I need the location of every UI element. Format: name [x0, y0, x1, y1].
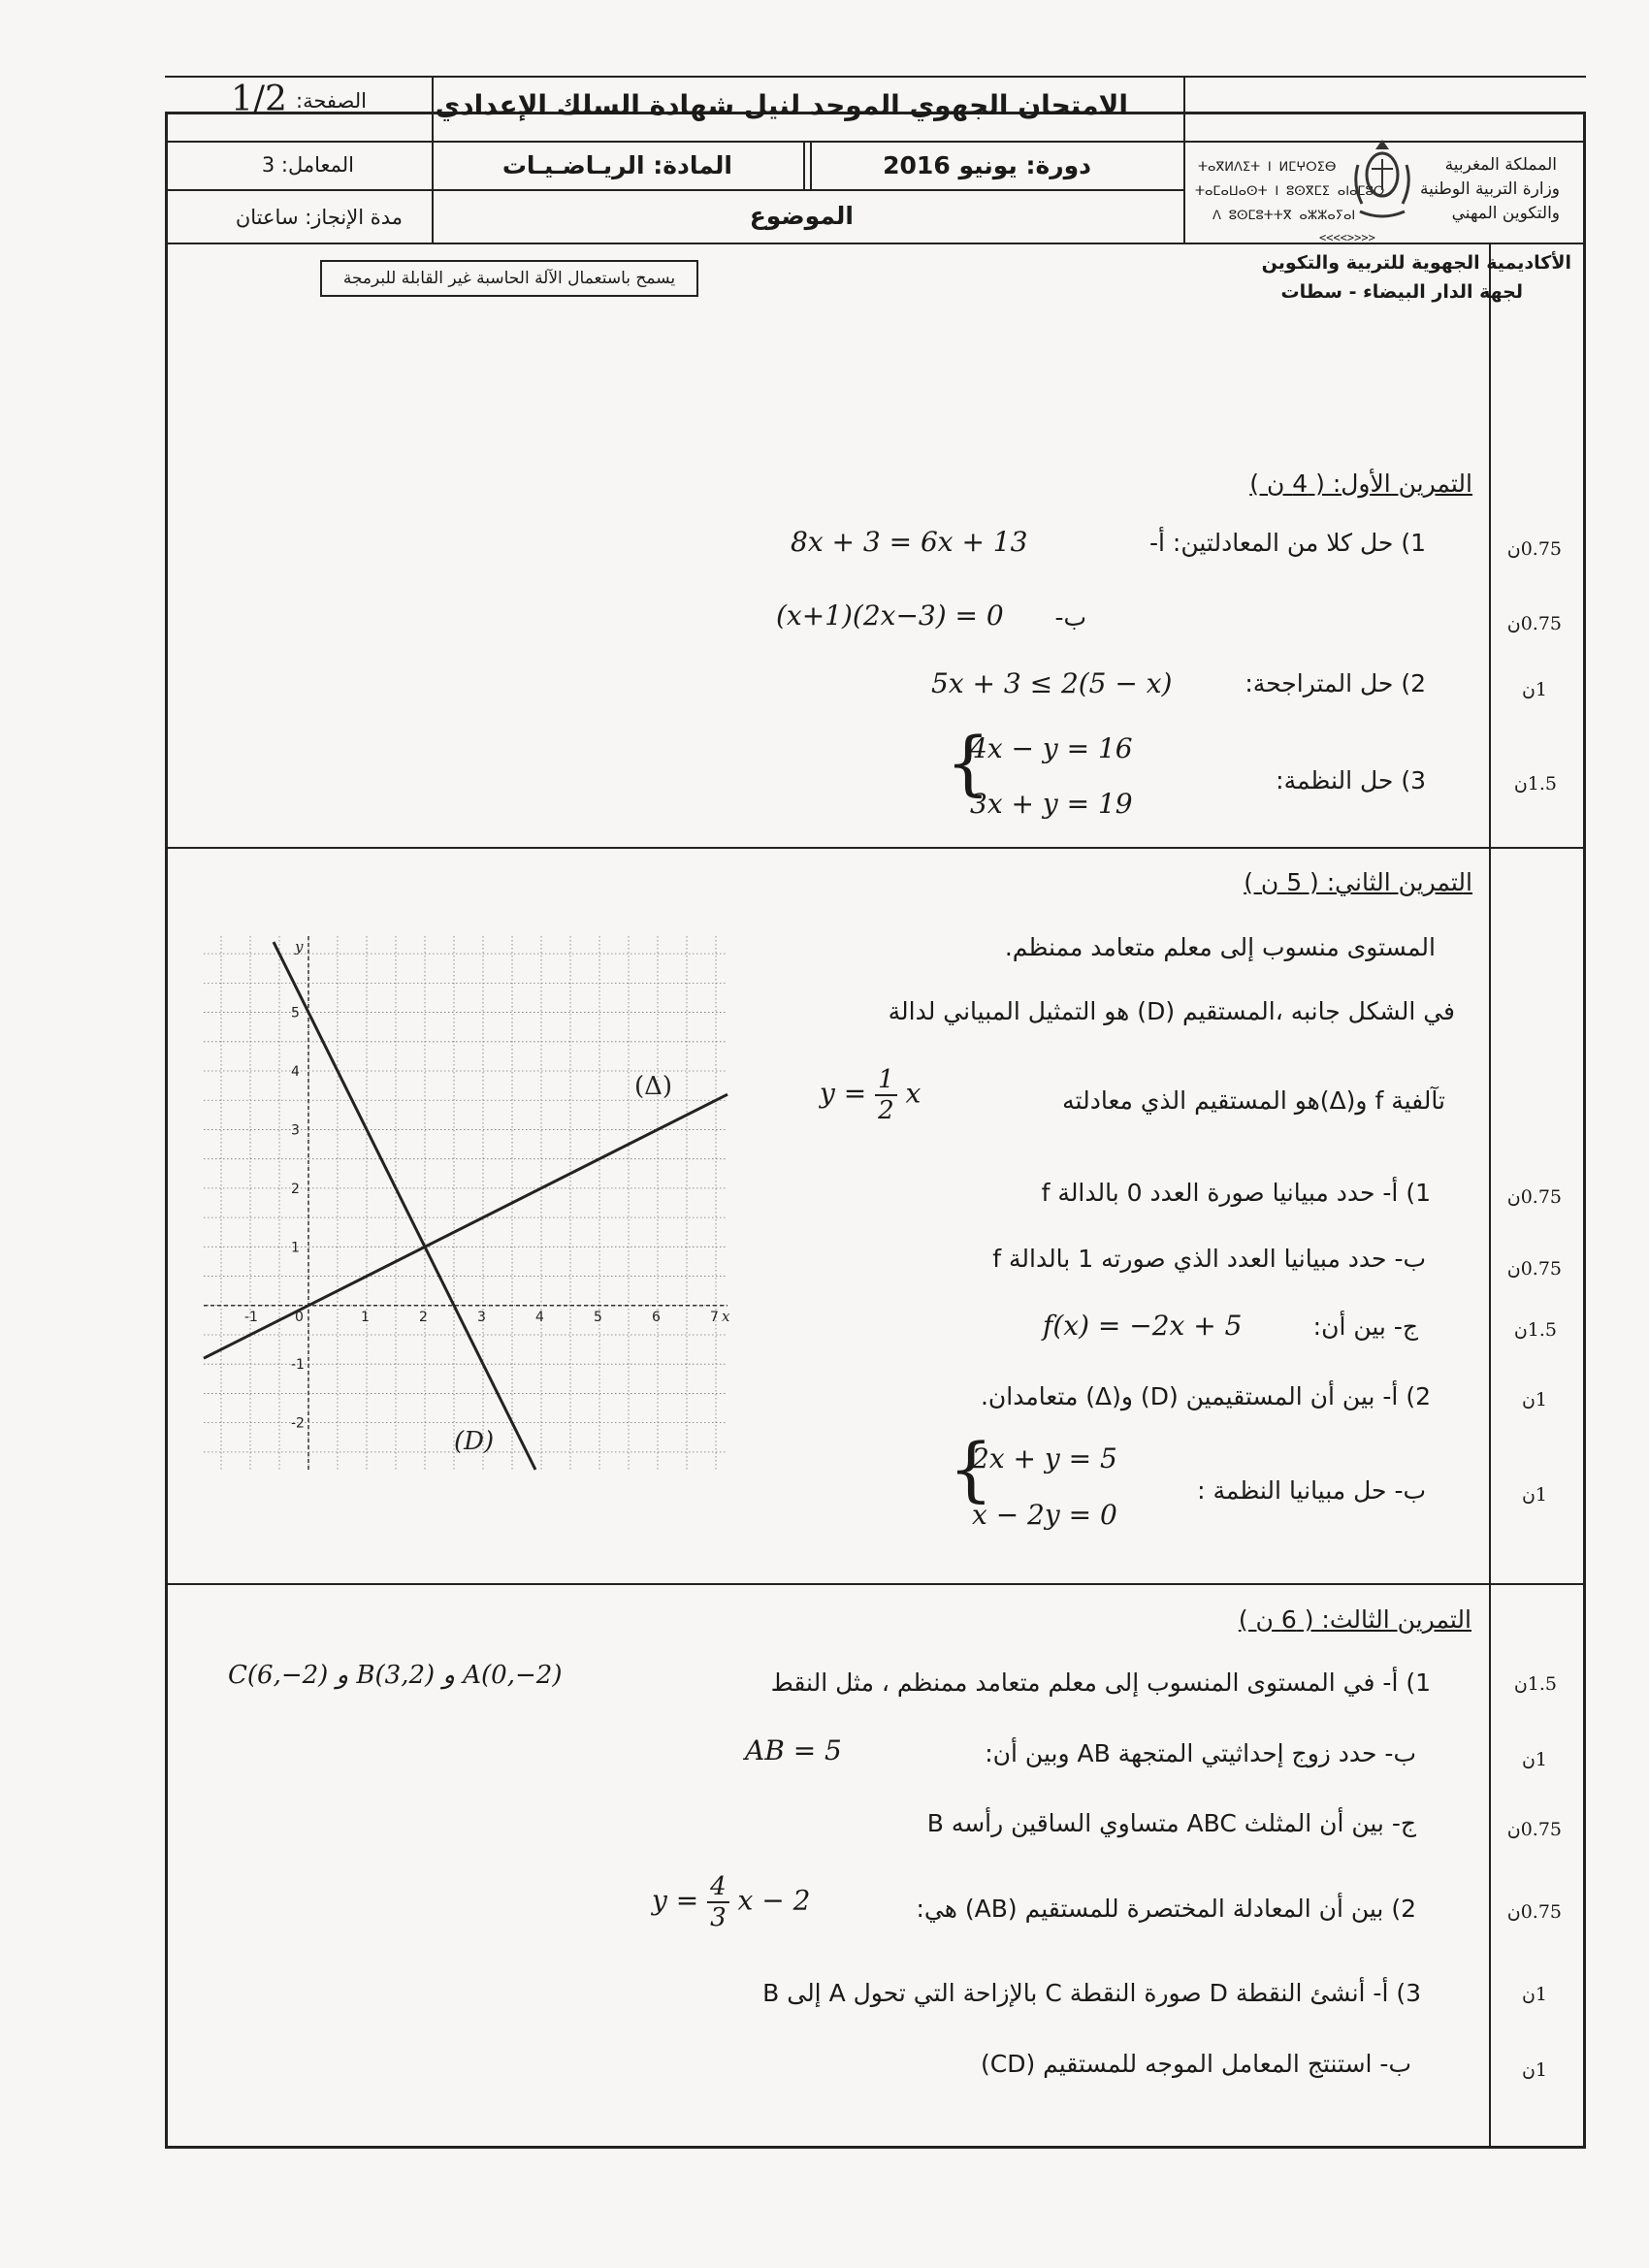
ex3-q1b-math: AB = 5: [745, 1734, 842, 1766]
page-number: 1/2: [231, 80, 287, 119]
ex3-q3a: 3) أ- أنشئ النقطة D صورة النقطة C بالإزاحة التي تحول A إلى B: [762, 1979, 1421, 2007]
ex3-pts-5: 1ن: [1521, 1984, 1547, 2005]
ex2-pts-3: 1.5ن: [1513, 1319, 1557, 1341]
ex2-frac-num: 1: [875, 1065, 897, 1096]
ex1-pts-4: 1.5ن: [1513, 773, 1557, 794]
ex1-q1a-text: 1) حل كلا من المعادلتين: أ-: [1149, 529, 1426, 557]
header-vline-right: [1183, 76, 1185, 243]
page-label: الصفحة:: [296, 89, 367, 113]
x-tick-label: 2: [419, 1309, 428, 1325]
ex2-line3-right: x: [905, 1077, 922, 1110]
ex1-pts-2: 0.75ن: [1506, 613, 1562, 634]
y-tick-label: 2: [291, 1181, 300, 1197]
ex2-q2b-eq1: 2x + y = 5: [972, 1442, 1117, 1474]
session: دورة: يونيو 2016: [883, 151, 1091, 179]
ex2-title: التمرين الثاني: ( 5 ن ): [1244, 868, 1472, 896]
x-tick-label: 1: [361, 1309, 370, 1325]
ex1-q2-math: 5x + 3 ≤ 2(5 − x): [931, 667, 1173, 699]
y-tick-label: -1: [291, 1357, 305, 1374]
x-tick-label: 6: [652, 1309, 661, 1325]
ex2-pts-4: 1ن: [1521, 1389, 1547, 1410]
ex2-system-brace: {: [949, 1428, 993, 1509]
ex2-q1b: ب- حدد مبيانيا العدد الذي صورته 1 بالدالة f: [992, 1245, 1426, 1273]
ex2-fraction: [875, 1065, 897, 1125]
separator-ex2-ex3: [165, 1583, 1586, 1585]
line-d: [274, 942, 535, 1470]
ex3-title: التمرين الثالث: ( 6 ن ): [1238, 1605, 1471, 1634]
academy-line-1: الأكاديمية الجهوية للتربية والتكوين: [1261, 252, 1571, 274]
subject: المادة: الريـاضـيـات: [501, 151, 732, 179]
ex3-q1c: ج- بين أن المثلث ABC متساوي الساقين رأسه B: [926, 1809, 1416, 1837]
y-axis-label: y: [295, 938, 304, 956]
coefficient: المعامل: 3: [261, 153, 354, 177]
kingdom-name: المملكة المغربية: [1444, 155, 1557, 175]
ex2-frac-den: 2: [878, 1096, 894, 1125]
y-tick-label: 1: [291, 1240, 300, 1256]
label-delta: (Δ): [634, 1072, 673, 1102]
y-tick-label: -2: [291, 1415, 305, 1432]
ex1-q3-eq2: 3x + y = 19: [970, 788, 1133, 820]
ex3-q2-right: x − 2: [737, 1884, 811, 1917]
x-tick-label: 3: [477, 1309, 486, 1325]
ex3-pts-2: 1ن: [1521, 1749, 1547, 1770]
ministry-line-2: والتكوين المهني: [1451, 204, 1560, 223]
ex3-frac-den: 3: [710, 1903, 727, 1932]
y-tick-label: 4: [291, 1064, 300, 1081]
coat-of-arms-icon: [1348, 136, 1416, 223]
exam-title: الامتحان الجهوي الموحد لنيل شهادة السلك الإعدادي: [435, 89, 1128, 121]
ex2-pts-5: 1ن: [1521, 1484, 1547, 1506]
ex2-q1a: 1) أ- حدد مبيانيا صورة العدد 0 بالدالة f: [1041, 1179, 1431, 1207]
ex1-q3-eq1: 4x − y = 16: [970, 732, 1133, 764]
header-divider-2: [165, 189, 1183, 191]
ex2-pts-1: 0.75ن: [1506, 1186, 1562, 1208]
points-column-line: [1489, 243, 1491, 2147]
ex2-pts-2: 0.75ن: [1506, 1258, 1562, 1280]
x-tick-label: 4: [535, 1309, 544, 1325]
duration: مدة الإنجاز: ساعتان: [235, 206, 403, 229]
header-vline-mid-b: [810, 141, 812, 189]
ex3-pts-1: 1.5ن: [1513, 1673, 1557, 1695]
y-tick-label: 3: [291, 1122, 300, 1139]
topic: الموضوع: [749, 202, 854, 230]
ex3-q3b: ب- استنتج المعامل الموجه للمستقيم (CD): [980, 2050, 1411, 2078]
ex2-q2b-text: ب- حل مبيانيا النظمة :: [1197, 1476, 1426, 1505]
ex1-pts-3: 1ن: [1521, 679, 1547, 700]
ex3-pts-6: 1ن: [1521, 2059, 1547, 2081]
ex2-q2b-eq2: x − 2y = 0: [972, 1499, 1117, 1531]
ex2-q2a: 2) أ- بين أن المستقيمين (D) و(Δ) متعامدان.: [980, 1382, 1431, 1410]
ex3-q1a: 1) أ- في المستوى المنسوب إلى معلم متعامد ممنظم ، مثل النقط: [770, 1669, 1431, 1697]
origin-label: 0: [295, 1309, 304, 1325]
ex2-line3-text: تآلفية f و(Δ)هو المستقيم الذي معادلته: [1062, 1086, 1445, 1115]
x-tick-label: 5: [594, 1309, 602, 1325]
ex2-line3-left: y =: [820, 1077, 867, 1110]
ex1-system-brace: {: [946, 722, 990, 803]
ex3-pts-3: 0.75ن: [1506, 1819, 1562, 1840]
tifinagh-line-3: ⴷ ⵓⵙⵎⵓⵜⵜⴳ ⴰⵣⵣⴰⵢⴰⵏ: [1212, 209, 1356, 223]
ministry-line-1: وزارة التربية الوطنية: [1419, 179, 1560, 199]
ex3-q2-left: y =: [652, 1884, 699, 1917]
ex3-q1a-math: C(6,−2) و B(3,2) و A(0,−2): [228, 1661, 563, 1690]
x-tick-label: -1: [244, 1309, 258, 1325]
ex1-pts-1: 0.75ن: [1506, 538, 1562, 560]
tifinagh-line-2: ⵜⴰⵎⴰⵡⴰⵙⵜ ⵏ ⵓⵙⴳⵎⵉ ⴰⵏⴰⵎⵓⵔ: [1195, 184, 1385, 199]
ex2-q1c-math: f(x) = −2x + 5: [1043, 1310, 1243, 1342]
line-delta: [204, 1094, 728, 1358]
academy-line-2: لجهة الدار البيضاء - سطات: [1280, 281, 1523, 303]
ex1-q3-text: 3) حل النظمة:: [1276, 766, 1426, 794]
ornament-stars: <<<<>>>>: [1319, 231, 1375, 244]
separator-ex1-ex2: [165, 847, 1586, 849]
calculator-notice: يسمح باستعمال الآلة الحاسبة غير القابلة للبرمجة: [320, 260, 698, 297]
ex3-q1b-text: ب- حدد زوج إحداثيتي المتجهة AB وبين أن:: [985, 1739, 1416, 1767]
x-tick-label: 7: [710, 1309, 719, 1325]
ex3-frac-num: 4: [707, 1872, 729, 1903]
ex3-fraction: [707, 1872, 729, 1932]
header-vline-mid-a: [803, 141, 805, 189]
ex3-q2-math: [652, 1872, 810, 1932]
label-d: (D): [454, 1426, 495, 1456]
coordinate-graph: [204, 936, 728, 1470]
ex1-title: التمرين الأول: ( 4 ن ): [1249, 470, 1472, 498]
ex3-q2-text: 2) بين أن المعادلة المختصرة للمستقيم (AB) هي:: [916, 1895, 1416, 1923]
ex1-q1b-math: (x+1)(2x−3) = 0: [776, 599, 1004, 632]
header-vline-left: [432, 76, 434, 243]
ex3-pts-4: 0.75ن: [1506, 1901, 1562, 1923]
ex1-q1b-text: ب-: [1054, 603, 1086, 632]
header-top: [165, 76, 1586, 78]
tifinagh-line-1: ⵜⴰⴳⵍⴷⵉⵜ ⵏ ⵍⵎⵖⵔⵉⴱ: [1198, 160, 1337, 175]
ex1-q1a-math: 8x + 3 = 6x + 13: [791, 526, 1028, 558]
ex1-q2-text: 2) حل المتراجحة:: [1245, 669, 1426, 697]
x-axis-label: x: [722, 1307, 730, 1325]
ex2-line2: في الشكل جانبه ،المستقيم (D) هو التمثيل المبياني لدالة: [888, 997, 1455, 1025]
y-tick-label: 5: [291, 1005, 300, 1021]
ex2-q1c-text: ج- بين أن:: [1312, 1312, 1418, 1341]
ex2-line1: المستوى منسوب إلى معلم متعامد ممنظم.: [1004, 933, 1436, 961]
ex2-line3-math: [820, 1065, 921, 1125]
